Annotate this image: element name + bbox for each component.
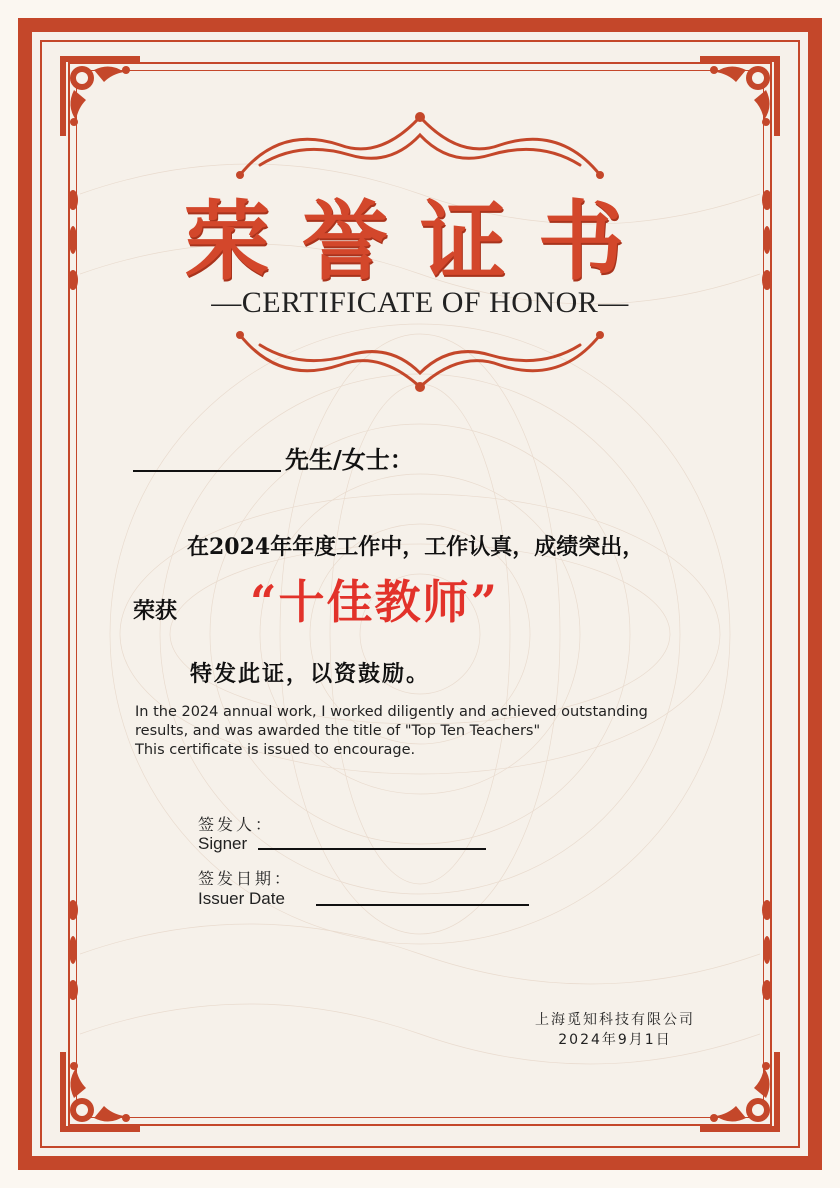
issue-date-line[interactable] [316,904,529,906]
signer-label-en: Signer [198,834,248,853]
company-name: 上海觅知科技有限公司 [535,1012,695,1028]
english-text [135,703,755,760]
english-text-line: results, and was awarded the title of "Top Ten Teachers" [135,723,541,739]
award-title: “十佳教师” [250,575,499,629]
issue-date: 2024年9月1日 [558,1032,672,1048]
side-ornament-right-bottom [760,890,774,1010]
date-label-en: Issuer Date [198,889,285,908]
signer-line[interactable] [258,848,486,850]
english-text-line: This certificate is issued to encourage. [135,742,416,758]
certificate-subtitle: —CERTIFICATE OF HONOR— [211,286,629,319]
corner-ornament-bottom-left [60,1052,140,1132]
issuer-block [500,1010,730,1050]
corner-ornament-top-left [60,56,140,136]
signer-label-zh: 签发人： [198,815,275,834]
body-text-line-1: 在2024年年度工作中，工作认真，成绩突出， [187,534,645,560]
body-text-line-2: 特发此证，以资鼓励。 [190,661,431,687]
english-text-line: In the 2024 annual work, I worked diligently and achieved outstanding [135,704,648,720]
salutation: 先生/女士： [285,445,414,474]
certificate-title: 荣誉证书 [184,191,656,292]
corner-ornament-top-right [700,56,780,136]
side-ornament-left-bottom [66,890,80,1010]
award-prefix: 荣获 [133,598,178,624]
date-label-zh: 签发日期： [198,869,294,888]
recipient-name-line[interactable] [133,470,281,472]
corner-ornament-bottom-right [700,1052,780,1132]
